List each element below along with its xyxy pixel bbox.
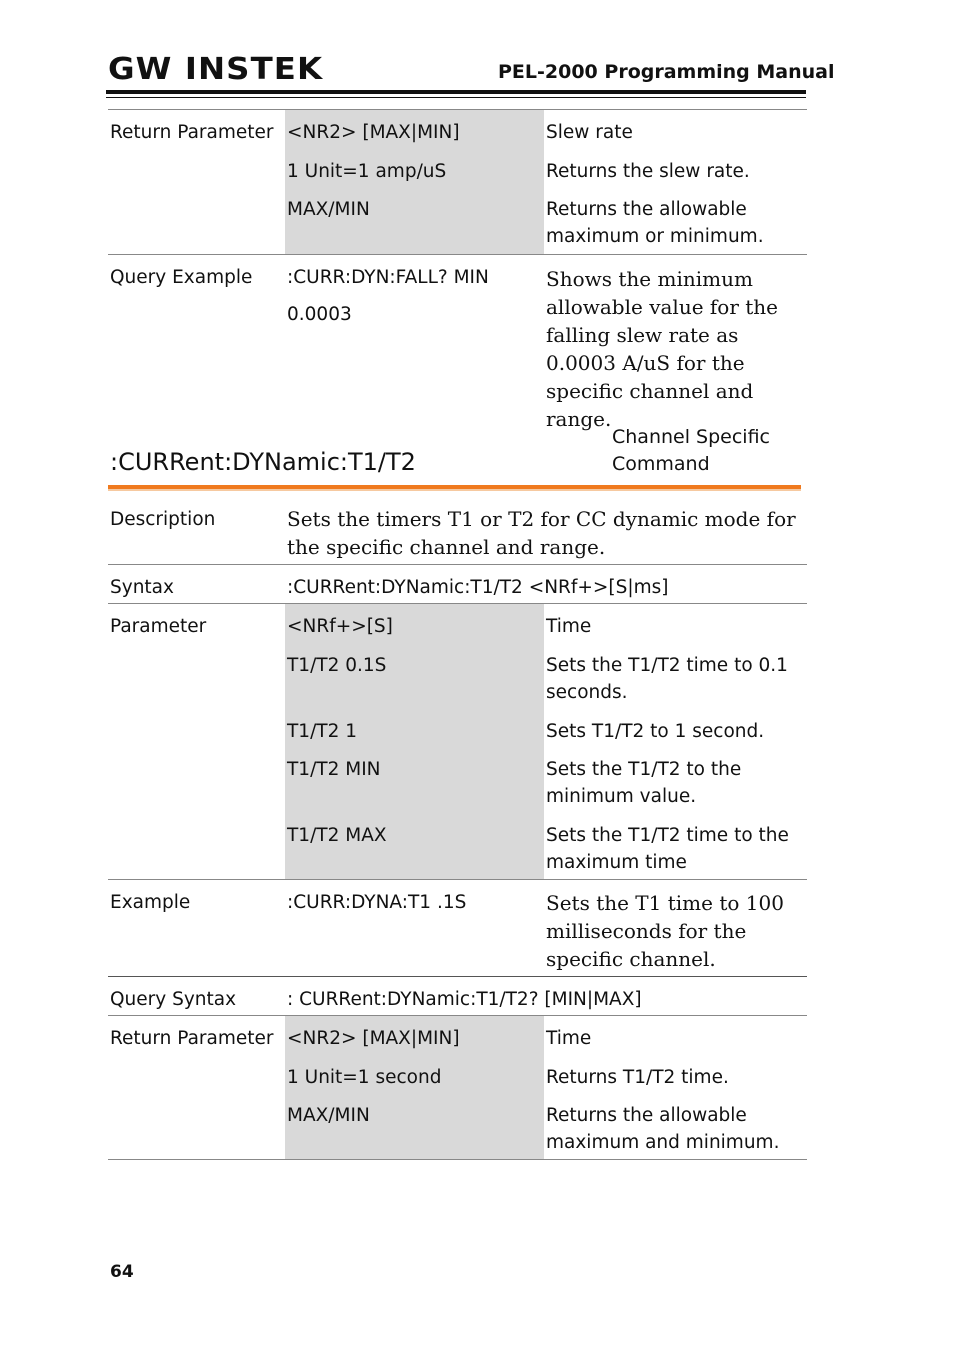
example-desc: Sets the T1 time to 100 milliseconds for the specific channel. <box>546 891 784 971</box>
continued-table <box>108 109 807 431</box>
param-desc: Returns the slew rate. <box>546 161 750 182</box>
command-table <box>108 505 807 1160</box>
param-desc: Sets the T1/T2 time to 0.1 seconds. <box>546 655 788 703</box>
manual-title: PEL-2000 Programming Manual <box>498 61 835 83</box>
header-rule-thin <box>106 97 806 98</box>
example-code: :CURR:DYNA:T1 .1S <box>287 892 467 913</box>
param-desc: Time <box>546 616 592 637</box>
param-value: MAX/MIN <box>287 199 370 220</box>
param-desc: Sets T1/T2 to 1 second. <box>546 721 765 742</box>
param-desc: Returns the allowable maximum or minimum. <box>546 199 764 247</box>
param-value: T1/T2 MAX <box>287 825 387 846</box>
param-desc: Returns T1/T2 time. <box>546 1067 729 1088</box>
section-rule-shadow <box>108 489 801 491</box>
param-desc: Sets the T1/T2 to the minimum value. <box>546 759 742 807</box>
example-row <box>108 879 807 976</box>
desc-column <box>544 1016 807 1159</box>
param-value: 1 Unit=1 second <box>287 1067 442 1088</box>
row-label: Query Syntax <box>110 989 237 1010</box>
return-parameter-row <box>108 109 807 254</box>
param-desc: Time <box>546 1028 592 1049</box>
query-syntax-row <box>108 976 807 1015</box>
param-value: <NRf+>[S] <box>287 616 393 637</box>
row-label: Example <box>110 892 191 913</box>
syntax-text: :CURRent:DYNamic:T1/T2 <NRf+>[S|ms] <box>287 577 669 598</box>
desc-column <box>544 110 807 254</box>
param-value: MAX/MIN <box>287 1105 370 1126</box>
row-label: Parameter <box>110 616 207 637</box>
row-label: Description <box>110 509 216 530</box>
page-number: 64 <box>110 1262 134 1282</box>
parameter-row <box>108 603 807 879</box>
param-desc: Returns the allowable maximum and minimum. <box>546 1105 780 1153</box>
example-desc: Shows the minimum allowable value for the falling slew rate as 0.0003 A/uS for the specific channel and range. <box>546 267 779 431</box>
param-value: <NR2> [MAX|MIN] <box>287 1028 460 1049</box>
param-column <box>285 1016 544 1159</box>
param-desc: Slew rate <box>546 122 633 143</box>
row-label: Return Parameter <box>110 122 274 143</box>
param-value: 1 Unit=1 amp/uS <box>287 161 447 182</box>
query-return-parameter-row <box>108 1015 807 1160</box>
query-example-row <box>108 254 807 431</box>
row-label: Syntax <box>110 577 174 598</box>
row-label: Query Example <box>110 267 253 288</box>
syntax-row <box>108 564 807 603</box>
param-value: <NR2> [MAX|MIN] <box>287 122 460 143</box>
example-code <box>285 255 544 415</box>
code-line: 0.0003 <box>287 304 352 325</box>
param-value: T1/T2 MIN <box>287 759 381 780</box>
header-rule <box>106 90 806 94</box>
param-desc: Sets the T1/T2 time to the maximum time <box>546 825 789 873</box>
query-syntax-text: : CURRent:DYNamic:T1/T2? [MIN|MAX] <box>287 989 642 1010</box>
channel-specific-note: Channel Specific Command <box>612 426 770 475</box>
description-text: Sets the timers T1 or T2 for CC dynamic mode for the specific channel and range. <box>287 507 796 559</box>
param-value: T1/T2 1 <box>287 721 358 742</box>
brand-logo: GW INSTEK <box>108 52 324 87</box>
code-line: :CURR:DYN:FALL? MIN <box>287 267 489 288</box>
param-column <box>285 604 544 879</box>
section-title: :CURRent:DYNamic:T1/T2 <box>110 448 416 476</box>
param-column <box>285 110 544 254</box>
row-label: Return Parameter <box>110 1028 274 1049</box>
param-value: T1/T2 0.1S <box>287 655 387 676</box>
description-row <box>108 505 807 564</box>
desc-column <box>544 604 807 879</box>
